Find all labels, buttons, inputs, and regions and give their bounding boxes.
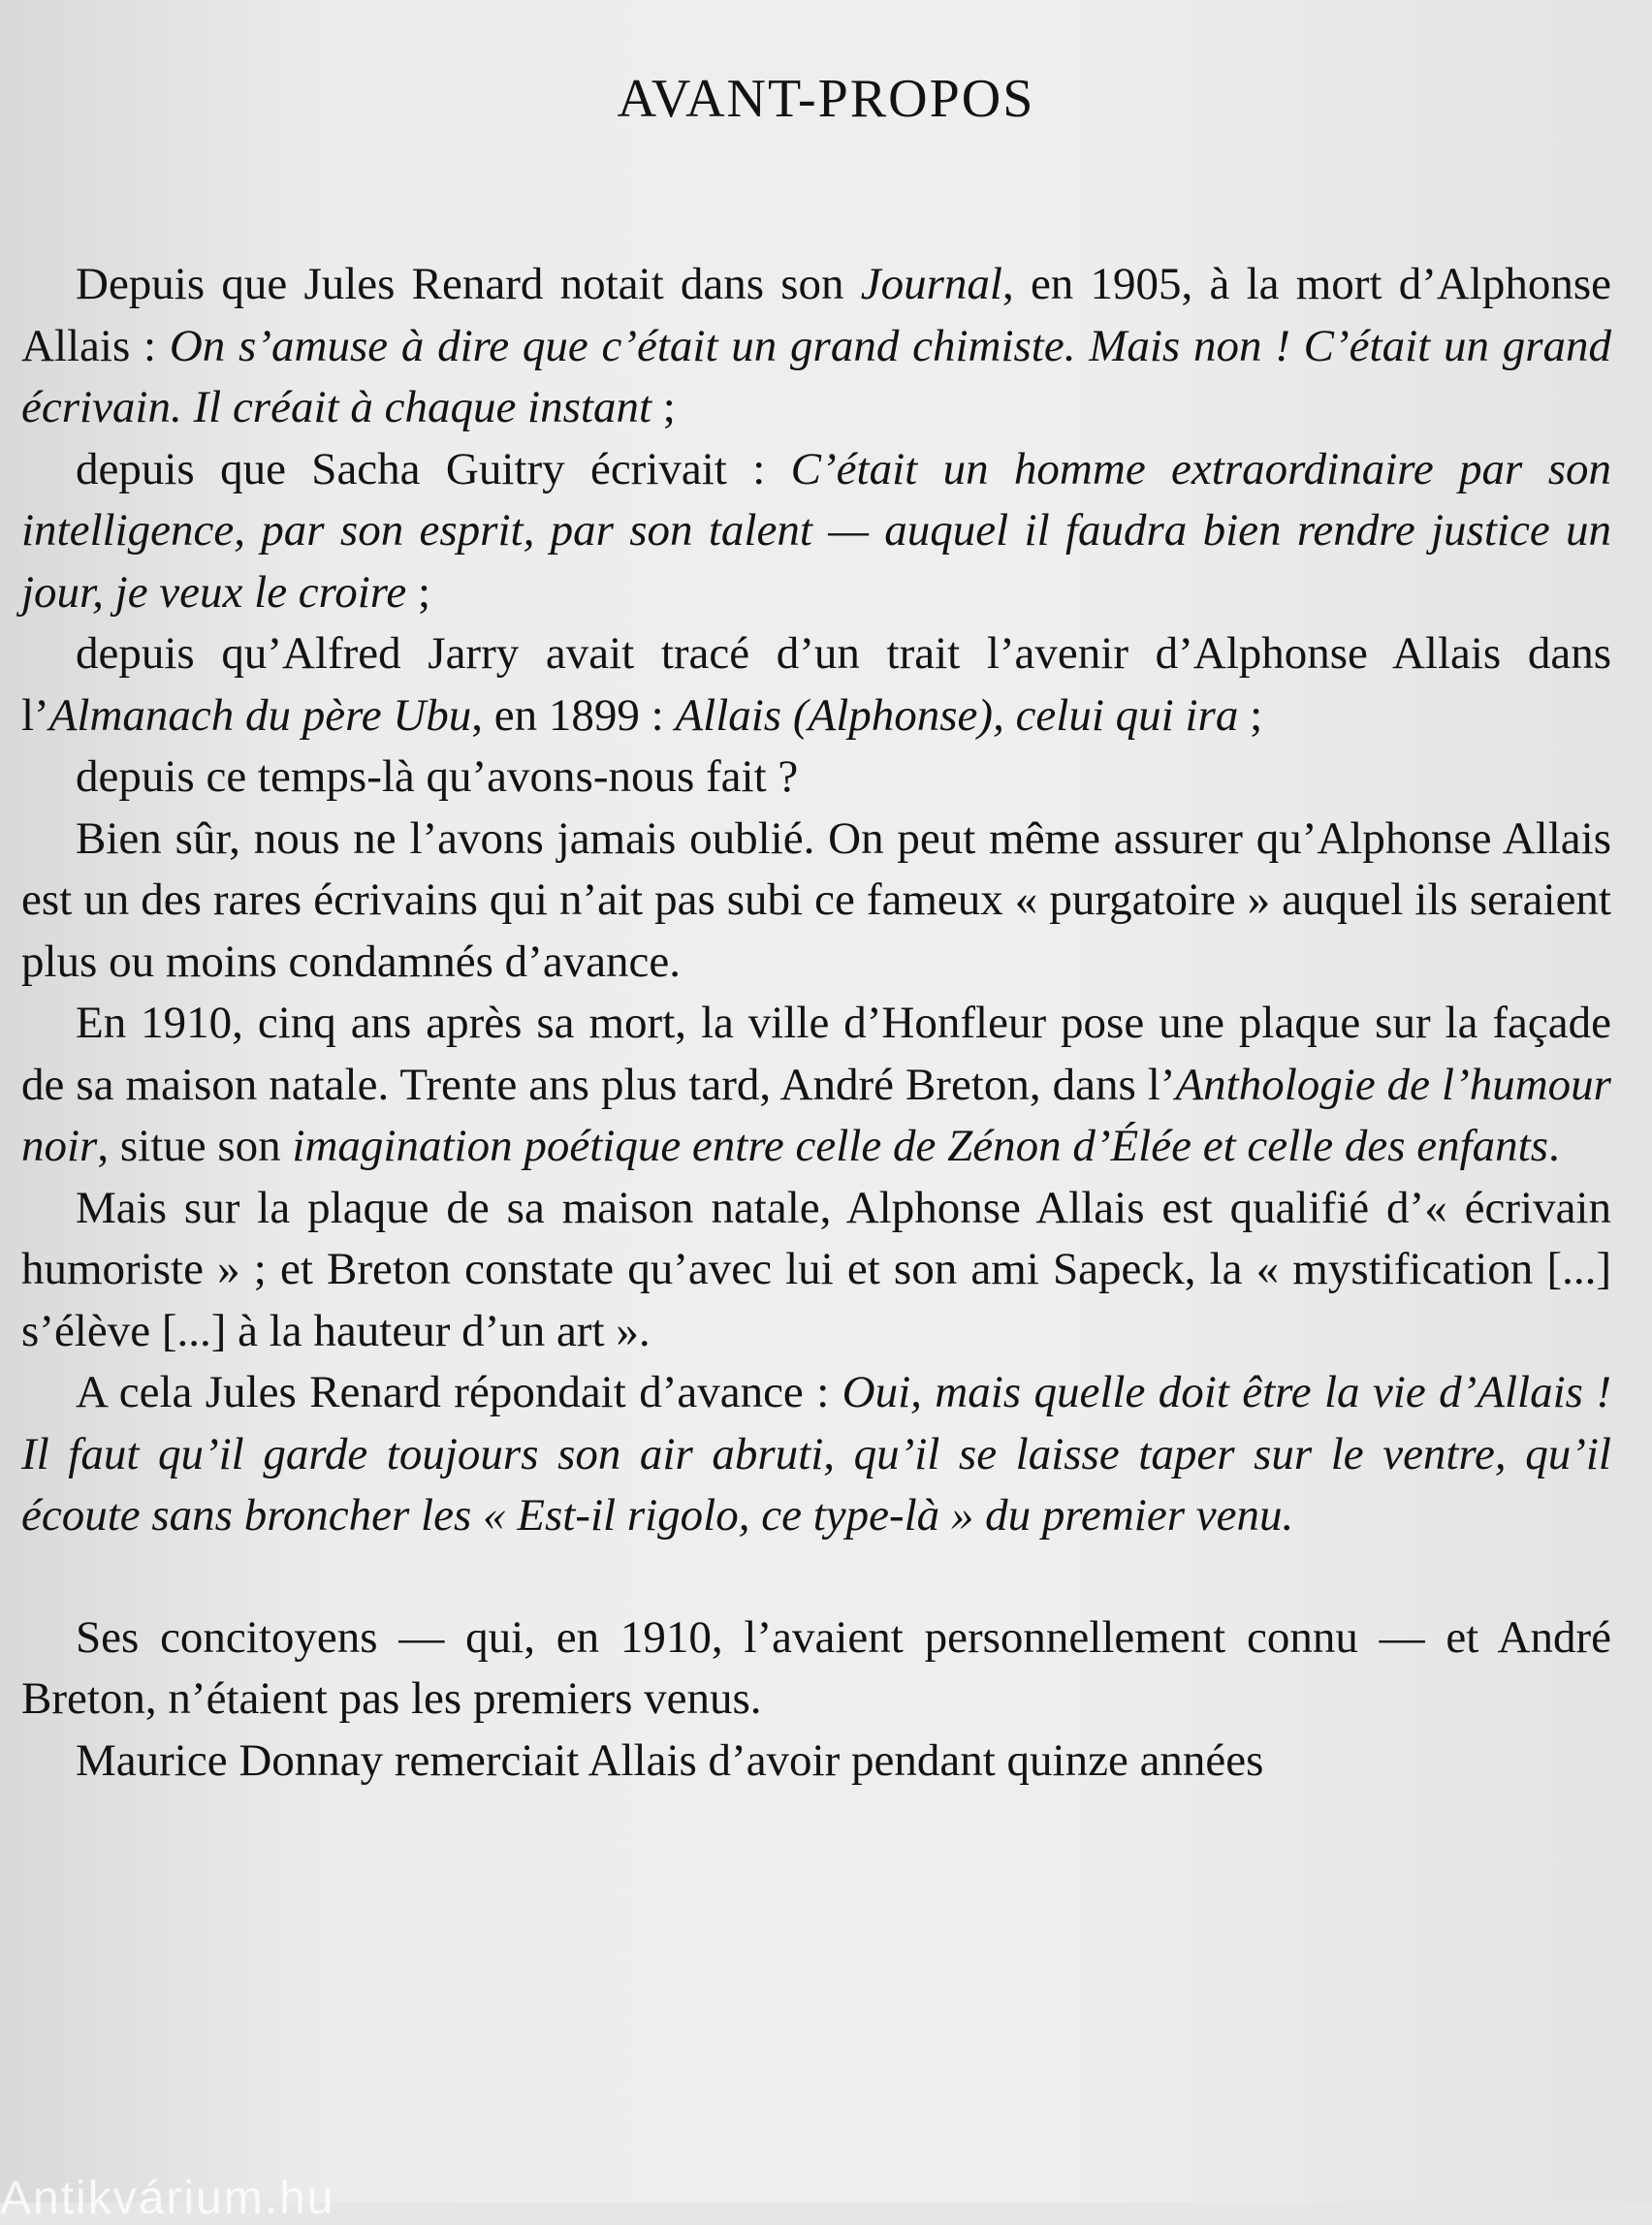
watermark: Antikvárium.hu	[0, 2173, 335, 2224]
p6-breton-quote: imagination poétique entre celle de Zénon d’Élée et celle des enfants	[292, 1121, 1548, 1171]
paragraph-7: Mais sur la plaque de sa maison natale, Alphonse Allais est qualifié d’« écrivain humoriste » ; et Breton constate qu’avec lui et son ami Sapeck, la « mystification [...] s’élève [...] à la hauteur d’un art ».	[21, 1182, 1611, 1356]
p6-text-e: .	[1548, 1121, 1560, 1171]
paragraph-9: Ses concitoyens — qui, en 1910, l’avaient personnellement connu — et André Breton, n’étaient pas les premiers venus.	[21, 1611, 1611, 1724]
paragraph-4: depuis ce temps-là qu’avons-nous fait ?	[76, 751, 799, 802]
p3-jarry-quote: Allais (Alphonse), celui qui ira	[675, 689, 1239, 741]
paragraph-1	[21, 254, 1611, 439]
p2-guitry-quote: C’était un homme extraordinaire par son intelligence, par son esprit, par son talent — auquel il faudra bien rendre justice un jour, je veux le croire	[21, 443, 1611, 618]
p8-renard-quote: Oui, mais quelle doit être la vie d’Allais ! Il faut qu’il garde toujours son air abruti, qu’il se laisse taper sur le ventre, qu’il écoute sans broncher les « Est-il rigolo, ce type-là » du premier venu.	[21, 1367, 1611, 1541]
p6-text-a: En 1910, cinq ans après sa mort, la ville d’Honfleur pose une plaque sur la façade de sa maison natale. Trente ans plus tard, André Breton, dans l’	[21, 998, 1611, 1110]
paragraph-6	[21, 993, 1611, 1178]
paragraph-8	[21, 1362, 1611, 1547]
p8-text-a: A cela Jules Renard répondait d’avance :	[76, 1367, 842, 1417]
p6-anthologie-title: Anthologie de l’humour noir	[21, 1059, 1611, 1171]
p1-text-c: , en 1905, à la mort d’Alphonse Allais :	[21, 259, 1611, 371]
p3-almanach-title: Almanach du père Ubu	[48, 689, 472, 741]
p1-renard-quote: On s’amuse à dire que c’était un grand chimiste. Mais non ! C’était un grand écrivain. Il créait à chaque instant	[21, 320, 1612, 432]
p1-text-e: ;	[651, 382, 676, 432]
p1-text-a: Depuis que Jules Renard notait dans son	[76, 259, 861, 309]
paragraph-2	[21, 439, 1611, 624]
paragraph-3	[21, 623, 1611, 747]
p2-text-c: ;	[406, 566, 430, 618]
p3-text-c: , en 1899 :	[471, 689, 676, 741]
p6-text-c: , situe son	[97, 1121, 293, 1171]
paragraph-10: Maurice Donnay remerciait Allais d’avoir pendant quinze années	[76, 1734, 1264, 1786]
chapter-heading: AVANT-PROPOS	[617, 69, 1035, 129]
p1-journal-title: Journal	[860, 259, 1002, 309]
p3-text-e: ;	[1238, 689, 1263, 741]
body-text	[21, 254, 1611, 1792]
p2-text-a: depuis que Sacha Guitry écrivait :	[76, 443, 791, 494]
paragraph-5: Bien sûr, nous ne l’avons jamais oublié. On peut même assurer qu’Alphonse Allais est un des rares écrivains qui n’ait pas subi ce fameux « purgatoire » auquel ils seraient plus ou moins condamnés d’avance.	[21, 812, 1611, 987]
p3-text-a: depuis qu’Alfred Jarry avait tracé d’un trait l’avenir d’Alphonse Allais dans l’	[21, 628, 1611, 741]
